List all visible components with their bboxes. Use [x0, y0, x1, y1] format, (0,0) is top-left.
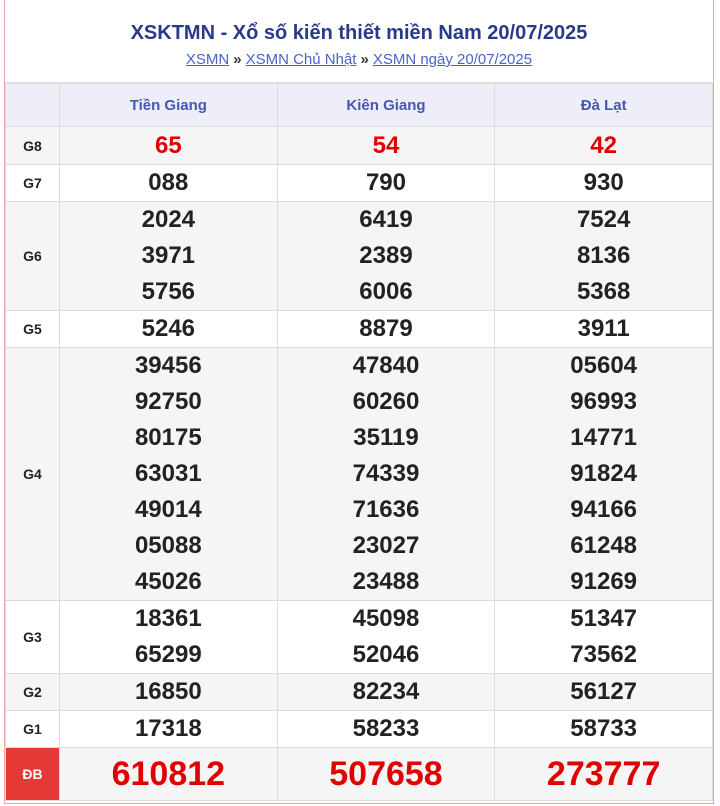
- prize-cell: [60, 311, 278, 348]
- prize-number: 16850: [134, 678, 202, 705]
- prize-number: 82234: [352, 678, 420, 705]
- prize-cell: [60, 748, 278, 801]
- prize-row-g3: [6, 601, 713, 674]
- prize-label: G5: [6, 311, 60, 348]
- breadcrumb: [5, 51, 713, 69]
- prize-number: 39456: [134, 352, 202, 379]
- prize-number: 7524: [576, 206, 631, 233]
- prize-number: 45098: [352, 605, 420, 632]
- prize-number: 96993: [570, 388, 638, 415]
- prize-cell: [60, 674, 278, 711]
- prize-number: 5756: [141, 278, 196, 305]
- prize-row-g1: [6, 711, 713, 748]
- prize-number: 94166: [570, 496, 638, 523]
- prize-row-g5: [6, 311, 713, 348]
- prize-number: 45026: [134, 568, 202, 595]
- prize-label: G1: [6, 711, 60, 748]
- prize-label: G3: [6, 601, 60, 674]
- prize-number: 91824: [570, 460, 638, 487]
- prize-cell: [495, 202, 713, 311]
- prize-number: 2024: [141, 206, 196, 233]
- prize-number: 54: [372, 131, 400, 159]
- breadcrumb-link-sunday[interactable]: XSMN Chủ Nhật: [245, 51, 357, 68]
- special-prize-number: 507658: [329, 754, 443, 793]
- prize-row-g4: [6, 348, 713, 601]
- prize-cell: [495, 748, 713, 801]
- prize-number: 6006: [359, 278, 413, 305]
- prize-number: 930: [583, 169, 624, 196]
- prize-number: 088: [148, 169, 189, 196]
- prize-number: 58233: [352, 715, 420, 742]
- prize-number: 35119: [353, 424, 419, 451]
- prize-number: 51347: [570, 605, 638, 632]
- prize-number: 65299: [134, 641, 202, 668]
- prize-number: 8136: [576, 242, 631, 269]
- breadcrumb-link-xsmn[interactable]: XSMN: [185, 51, 230, 68]
- prize-cell: [495, 711, 713, 748]
- special-prize-label: ĐB: [6, 748, 60, 801]
- prize-cell: [60, 165, 278, 202]
- prize-number: 80175: [134, 424, 202, 451]
- breadcrumb-separator: »: [360, 51, 369, 68]
- prize-cell: [495, 601, 713, 674]
- prize-number: 14771: [570, 424, 638, 451]
- page-title: XSKTMN - Xổ số kiến thiết miền Nam 20/07/2025: [130, 22, 588, 44]
- province-name[interactable]: Tiền Giang: [60, 84, 278, 127]
- results-header: [5, 0, 713, 83]
- breadcrumb-separator: »: [233, 51, 242, 68]
- prize-cell: [277, 165, 495, 202]
- prize-number: 05604: [570, 352, 638, 379]
- prize-cell: [495, 348, 713, 601]
- breadcrumb-link-date[interactable]: XSMN ngày 20/07/2025: [372, 51, 533, 68]
- prize-number: 49014: [134, 496, 202, 523]
- results-panel: [4, 0, 714, 804]
- prize-number: 91269: [570, 568, 638, 595]
- province-header-row: [6, 84, 713, 127]
- prize-row-g2: [6, 674, 713, 711]
- prize-number: 58733: [570, 715, 638, 742]
- prize-number: 8879: [359, 315, 413, 342]
- prize-number: 6419: [359, 206, 413, 233]
- prize-number: 5368: [576, 278, 631, 305]
- prize-number: 05088: [134, 532, 202, 559]
- prize-cell: [60, 601, 278, 674]
- prize-number: 61248: [570, 532, 638, 559]
- prize-number: 3911: [577, 315, 630, 342]
- prize-cell: [277, 311, 495, 348]
- prize-number: 65: [154, 131, 182, 159]
- prize-cell: [277, 202, 495, 311]
- prize-label: G7: [6, 165, 60, 202]
- prize-cell: [60, 711, 278, 748]
- prize-label: G4: [6, 348, 60, 601]
- prize-cell: [277, 348, 495, 601]
- prize-number: 23027: [352, 532, 420, 559]
- prize-cell: [277, 674, 495, 711]
- prize-number: 60260: [352, 388, 420, 415]
- prize-cell: [60, 202, 278, 311]
- prize-cell: [277, 127, 495, 165]
- province-name[interactable]: Kiên Giang: [277, 84, 495, 127]
- prize-number: 2389: [359, 242, 413, 269]
- prize-number: 73562: [570, 641, 638, 668]
- prize-cell: [277, 711, 495, 748]
- prize-label: G8: [6, 127, 60, 165]
- prize-cell: [495, 311, 713, 348]
- prize-cell: [277, 601, 495, 674]
- prize-number: 63031: [134, 460, 202, 487]
- prize-number: 52046: [352, 641, 420, 668]
- prize-number: 92750: [134, 388, 202, 415]
- prize-number: 71636: [352, 496, 420, 523]
- prize-row-g8: [6, 127, 713, 165]
- prize-number: 47840: [352, 352, 420, 379]
- prize-number: 42: [590, 131, 617, 159]
- prize-label: G6: [6, 202, 60, 311]
- results-table: [5, 83, 713, 801]
- prize-cell: [495, 165, 713, 202]
- prize-number: 3971: [141, 242, 196, 269]
- province-name: Đà Lạt: [495, 84, 713, 127]
- prize-row-g7: [6, 165, 713, 202]
- prize-number: 56127: [570, 678, 638, 705]
- prize-number: 74339: [352, 460, 420, 487]
- special-prize-number: 610812: [111, 754, 226, 793]
- prize-number: 18361: [134, 605, 202, 632]
- prize-cell: [495, 674, 713, 711]
- prize-cell: [60, 127, 278, 165]
- prize-row-special: [6, 748, 713, 801]
- prize-cell: [495, 127, 713, 165]
- prize-number: 790: [365, 169, 406, 196]
- special-prize-number: 273777: [546, 754, 661, 793]
- prize-cell: [60, 348, 278, 601]
- prize-label: G2: [6, 674, 60, 711]
- prize-row-g6: [6, 202, 713, 311]
- corner-cell: [6, 84, 60, 127]
- prize-number: 17318: [134, 715, 202, 742]
- prize-cell: [277, 748, 495, 801]
- prize-number: 5246: [141, 315, 196, 342]
- prize-number: 23488: [352, 568, 420, 595]
